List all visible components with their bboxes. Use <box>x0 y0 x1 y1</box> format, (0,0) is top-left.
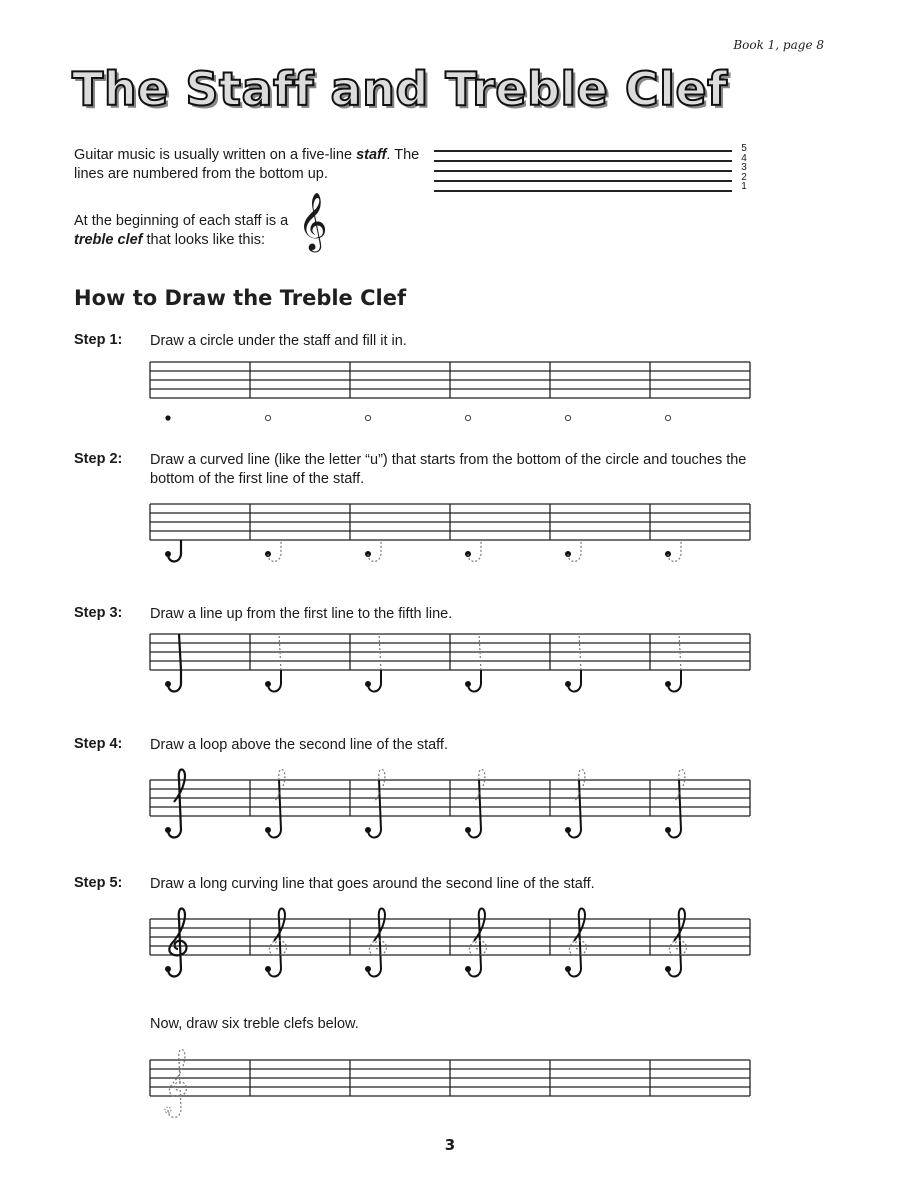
term-treble-clef: treble clef <box>74 232 143 248</box>
step-5-text: Draw a long curving line that goes around the second line of the staff. <box>150 876 595 892</box>
practice-circle[interactable] <box>565 415 570 420</box>
section-heading: How to Draw the Treble Clef <box>74 286 407 310</box>
intro-paragraph-staff <box>74 146 434 184</box>
term-staff: staff <box>356 147 387 163</box>
practice-curve[interactable] <box>465 540 481 562</box>
step-1-text: Draw a circle under the staff and fill it in. <box>150 333 407 349</box>
step-3-text: Draw a line up from the first line to the fifth line. <box>150 606 453 622</box>
step-1-label: Step 1: <box>74 332 123 348</box>
page-number: 3 <box>444 1136 456 1154</box>
step-2-label: Step 2: <box>74 451 123 467</box>
intro-text: that looks like this: <box>142 232 265 248</box>
line-number: 1 <box>741 181 747 193</box>
staff-line <box>434 170 732 172</box>
staff-line <box>434 190 732 192</box>
intro-text: Guitar music is usually written on a five-line <box>74 147 357 163</box>
practice-staff[interactable] <box>148 1038 752 1130</box>
practice-curve[interactable] <box>265 540 281 562</box>
practice-curve[interactable] <box>665 540 681 562</box>
treble-clef-icon: 𝄞 <box>298 192 328 250</box>
practice-circle[interactable] <box>365 415 370 420</box>
step-5-staff <box>148 897 752 989</box>
clef-curve-example <box>165 540 181 562</box>
intro-paragraph-clef <box>74 212 314 250</box>
practice-circle[interactable] <box>465 415 470 420</box>
page-title: The Staff and Treble Clef <box>72 62 728 116</box>
step-5-label: Step 5: <box>74 875 123 891</box>
step-1-staff <box>148 356 752 428</box>
step-4-staff <box>148 758 752 850</box>
intro-text: At the beginning of each staff is a <box>74 213 289 229</box>
practice-curve[interactable] <box>365 540 381 562</box>
step-2-staff <box>148 498 752 570</box>
staff-line <box>434 160 732 162</box>
step-2-text: Draw a curved line (like the letter “u”) that starts from the bottom of the circle and touches the bottom of the first line of the staff. <box>150 452 747 487</box>
staff-line <box>434 180 732 182</box>
five-line-staff-diagram <box>434 146 734 206</box>
practice-circle[interactable] <box>265 415 270 420</box>
line-number: 3 <box>741 162 747 174</box>
staff-line-numbers <box>738 144 750 192</box>
step-3-staff <box>148 628 752 700</box>
step-3-label: Step 3: <box>74 605 123 621</box>
practice-curve[interactable] <box>565 540 581 562</box>
step-4-text: Draw a loop above the second line of the staff. <box>150 737 448 753</box>
book-reference: Book 1, page 8 <box>733 38 824 52</box>
line-number: 5 <box>741 143 747 154</box>
intro-text: . The lines are numbered from the bottom up. <box>74 147 420 182</box>
line-number: 2 <box>741 171 747 183</box>
step-4-label: Step 4: <box>74 736 123 752</box>
practice-instruction: Now, draw six treble clefs below. <box>150 1016 359 1032</box>
line-number: 4 <box>741 152 747 164</box>
practice-circle[interactable] <box>665 415 670 420</box>
filled-circle-example <box>165 415 170 420</box>
staff-line <box>434 150 732 152</box>
